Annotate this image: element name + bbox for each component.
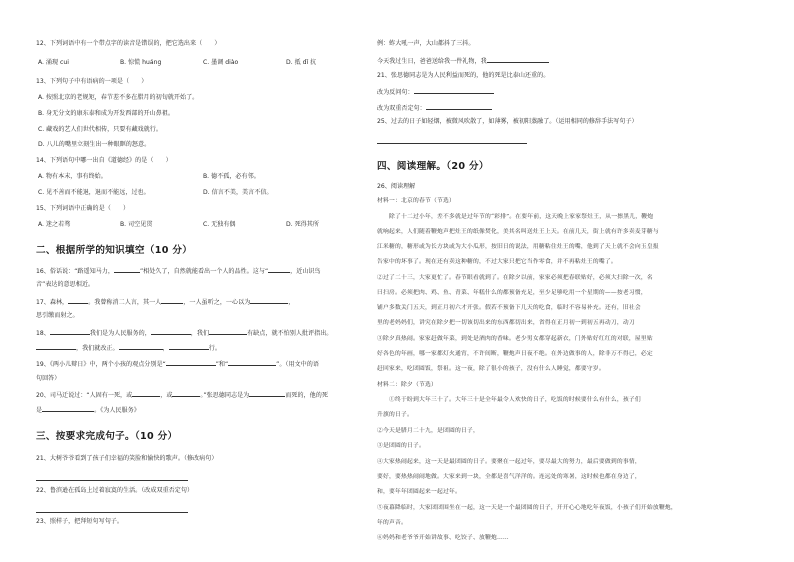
q20-text-d: 而死的，他的死 [285,392,328,399]
question-23: 23、照样子，把拜短句写句子。 [36,518,123,525]
q23-prompt-line [377,57,549,65]
material-1-p1-line-3: 江米糖的，糖形或为长方块或为大小瓜形，按旧日的说法，用糖粘住灶王的嘴，他到了天上就不会向玉皇报 [377,244,659,250]
q12-option-c[interactable]: C. 墨调 diào [203,59,239,66]
q18-text-b: 我们是为人民服务的， [89,330,151,337]
q16-text-c: ，近山识鸟 [290,268,321,275]
material-1-p3-line-1: ③除夕真热闹。家家赶做年菜，到处是酒肉的香味。老少男女都穿起新衣，门外贴好红红的对联，屋里贴 [377,336,653,342]
q20-blank-2[interactable] [172,391,200,397]
q17-text-d: ， [288,299,295,306]
material-2-p5-line-2: 年的声音。 [377,520,407,526]
question-18-line-2 [36,344,221,352]
question-14: 14、下列语句中哪一出自《道德经》的是（ ） [36,157,172,164]
q18-blank-2[interactable] [151,329,191,335]
q15-option-d[interactable]: D. 死得其所 [286,221,319,228]
q23-prompt-text: 今天我过生日，爸爸送给我一件礼物，我 [377,58,487,65]
section-2-heading: 二、根据所学的知识填空（10 分） [36,245,193,256]
q17-text-b: 。我曾称消二人言，其一人 [88,299,162,306]
material-2-p3: ③是团圆的日子。 [377,443,425,449]
q16-blank-2[interactable] [268,267,290,273]
q16-text-a: 16、俗话说：“路遥知马力， [36,268,114,275]
question-22: 22、鲁滨逊在孤岛上过着寂寞的生活。（改成双重否定句） [36,487,194,494]
q17-text-a: 17、森林， [36,299,69,306]
material-1-p3-line-2: 好各色的年画，哪一家都灯火通宵，不许间断，鞭炮声日夜不绝。在外边做事的人，除非万不得已，必定 [377,351,653,357]
question-19-line-2: 句回答） [36,375,61,382]
q20-blank-1[interactable] [132,391,160,397]
q13-option-c[interactable]: C. 藏戏的艺人们世代相传，只要有藏戏就行。 [38,126,162,133]
q24-rhetorical-label: 改为反问句： [377,89,414,96]
q21-answer-line[interactable] [36,475,188,483]
material-2-p4-line-3: 和，要年年团圆起来一起过年。 [377,489,461,495]
q12-option-b[interactable]: B. 惊慌 huáng [120,59,162,66]
question-19-line-1 [36,360,319,368]
question-17-line-2: 思引缴而射之。 [36,312,79,319]
q16-text-b: ”相处久了，自然就能看出一个人的品性。这与“ [139,268,269,275]
q19-blank-1[interactable] [166,360,216,366]
q13-option-d[interactable]: D. 八儿的嘴里立刻生出一种眼眶的怒意。 [38,141,151,148]
question-25: 25、过去的日子如轻烟，被微风吹散了，如薄雾，被初阳蒸融了。（运用相同的修辞手法写句子） [377,118,638,125]
q25-answer-blank[interactable] [377,138,527,144]
question-15: 15、下列词语中正确的是（ ） [36,205,130,212]
q17-text-c: ，一人虽听之，一心以为 [183,299,251,306]
question-20-line-1 [36,391,328,399]
q24-double-negative-blank[interactable] [426,104,492,110]
q20-text-c: 。”张思德同志是为 [200,392,250,399]
q18-blank-5[interactable] [119,344,163,350]
q25-answer-line[interactable] [377,138,527,146]
question-16-line-1 [36,267,321,275]
q22-answer-line[interactable] [36,507,188,515]
q24-rhetorical-blank[interactable] [414,88,494,94]
q20-text-b: ，或 [160,392,173,399]
q16-blank-1[interactable] [114,267,140,273]
q14-option-a[interactable]: A. 物有本末，事有终始。 [38,173,107,180]
q17-blank-3[interactable] [250,298,288,304]
q20-blank-3[interactable] [249,391,285,397]
material-2-p2: ②今天是腊月二十九，是团圆的日子， [377,428,479,434]
right-column [377,0,794,562]
question-21: 21、大树爷爷看到了孩子们幸福的笑脸和愉快的歌声。（修改病句） [36,455,218,462]
q14-option-b[interactable]: B. 德不孤，必有邻。 [203,173,260,180]
question-18-line-1 [36,329,332,337]
q15-option-a[interactable]: A. 迷之若骛 [38,221,71,228]
material-2-p4-line-2: 要好，要热热闹闹地做。大家来到一块，全都是喜气洋洋的。连远处的寒暑，这时候也都在身边了， [377,474,641,480]
q17-blank-2[interactable] [161,298,183,304]
material-1-p2-line-1: ②过了二十三，大家更忙了。春节眼看就到了。在除夕以前，家家必须把春联贴好，必须大扫除一次，名 [377,275,653,281]
q24-double-negative-label: 改为双重否定句： [377,105,426,112]
material-1-p2-line-3: 铺户多数关门五天，到正月初六才开张。假若不预备下几天的吃食，临时不容易补充。还有，旧社会 [377,305,641,311]
question-16-line-2: 音”表达的意思相近。 [36,281,95,288]
example-sentence: 例：蚱大吼一声，大山都抖了三抖。 [377,40,475,47]
q18-text-c: ，我们 [190,330,210,337]
question-26: 26、阅读理解 [377,183,416,190]
q19-text-a: 19、《两小儿辩日》中，两个小孩的观点分别是“ [36,361,166,368]
q22-answer-blank[interactable] [36,507,188,513]
q18-blank-4[interactable] [36,344,76,350]
q19-text-b: ”和“ [215,361,229,368]
q15-option-c[interactable]: C. 无独有偶 [203,221,236,228]
q14-option-c[interactable]: C. 见不善而不能退，退而不能远，过也。 [38,189,150,196]
material-2-p5-line-1: ⑤夜幕降临时，大家团团围坐在一起，这一天是一个最团圆的日子，开开心心地吃年夜饭，小孩子们开始放鞭炮， [377,505,677,511]
q23-answer-blank[interactable] [487,57,549,63]
material-1-p2-line-2: 曰扫房。必须把肉、鸡、鱼、青菜、年糕什么的都预备充足，至少足够吃用一个星期的——按老习惯， [377,290,647,296]
q12-option-d[interactable]: D. 抵 dǐ 抗 [286,59,317,66]
material-1-p3-line-3: 赶回家来，吃团圆饭，祭祖。这一夜，除了很小的孩子，没有什么人睡觉，都要守岁。 [377,366,605,372]
q19-blank-2[interactable] [228,360,276,366]
material-1-p1-line-2: 就响起来，人们随着鞭炮声把灶王的纸像焚化，美其名叫送灶王上天。在前几天，街上就有许多卖麦芽糖与 [377,229,659,235]
q18-blank-6[interactable] [169,344,209,350]
question-17-line-1 [36,298,294,306]
q20-text-e: 是 [36,407,43,414]
material-2-p1-line-2: 升旗的日子。 [377,412,413,418]
q24-double-negative-line [377,104,492,112]
q21-answer-blank[interactable] [36,475,188,481]
material-2-p1-line-1: ①终于盼到大年三十了。大年三十是全年最令人欢快的日子，吃饭的时候要什么有什么，孩子们 [377,397,641,403]
question-20-line-2 [36,406,140,414]
q20-text-f: 。《为人民服务》 [94,407,140,414]
q18-blank-1[interactable] [50,329,90,335]
q18-text-f: ， [162,345,169,352]
section-3-heading: 三、按要求完成句子。（10 分） [36,431,178,442]
q14-option-d[interactable]: D. 信言不美，美言不信。 [203,189,273,196]
material-1-p1-line-4: 告家中的坏事了。现在还有卖这种糖的，不过大家只把它当作零食，并不再粘灶王的嘴了。 [377,259,617,265]
material-2-p6: ⑥妈妈和老爷爷开始讲故事、吃饺子、放鞭炮…… [377,535,509,541]
material-2-p4-line-1: ④大家热闹起来，这一天是最团圆的日子。要聚在一起过年，要尽最大的努力，最后要做到的事情， [377,459,641,465]
q20-blank-4[interactable] [42,406,94,412]
q17-blank-1[interactable] [68,298,88,304]
section-4-heading: 四、阅读理解。（20 分） [377,161,489,172]
question-13: 13、下列句子中有语病的一项是（ ） [36,78,148,85]
question-12: 12、下列词语中有一个带点字的读音是错误的，把它选出来（ ） [36,40,221,47]
q15-option-b[interactable]: B. 司空见贯 [120,221,153,228]
q12-option-a[interactable]: A. 涌现 cui [38,59,69,66]
material-2-title: 材料二：除夕（节选） [377,382,437,388]
q18-blank-3[interactable] [209,329,247,335]
q13-option-b[interactable]: B. 身无分文的康东泰和成为开发西部的开山鼻祖。 [38,110,175,117]
q19-text-c: ”。（用文中的语 [276,361,319,368]
q18-text-a: 18、 [36,330,50,337]
q13-option-a[interactable]: A. 按照北京的老规矩，春节差不多在腊月的初旬就开始了。 [38,94,199,101]
material-1-p2-line-4: 里的老妈妈们，讲究在除夕把一切该切出来的东西都切出来，省得在正月初一到初五再动刀，动刀 [377,320,635,326]
q18-text-g: 行。 [208,345,221,352]
q24-rhetorical-line [377,88,494,96]
material-1-p1-line-1: 除了十二过小年，差不多就是过年节的“彩排”。在要年前，这天晚上家家祭灶王，从一擦黑儿，鞭炮 [377,214,654,220]
q18-text-d: 有缺点，就不怕别人批评指出。 [247,330,333,337]
material-1-title: 材料一：北京的春节（节选） [377,198,455,204]
q18-text-e: ，我们就改正。 [76,345,119,352]
question-24: 21、张思德同志是为人民利益而死的，他的死是比泰山还重的。 [377,72,550,79]
q20-text-a: 20、司马迁说过：“人固有一死，或 [36,392,133,399]
